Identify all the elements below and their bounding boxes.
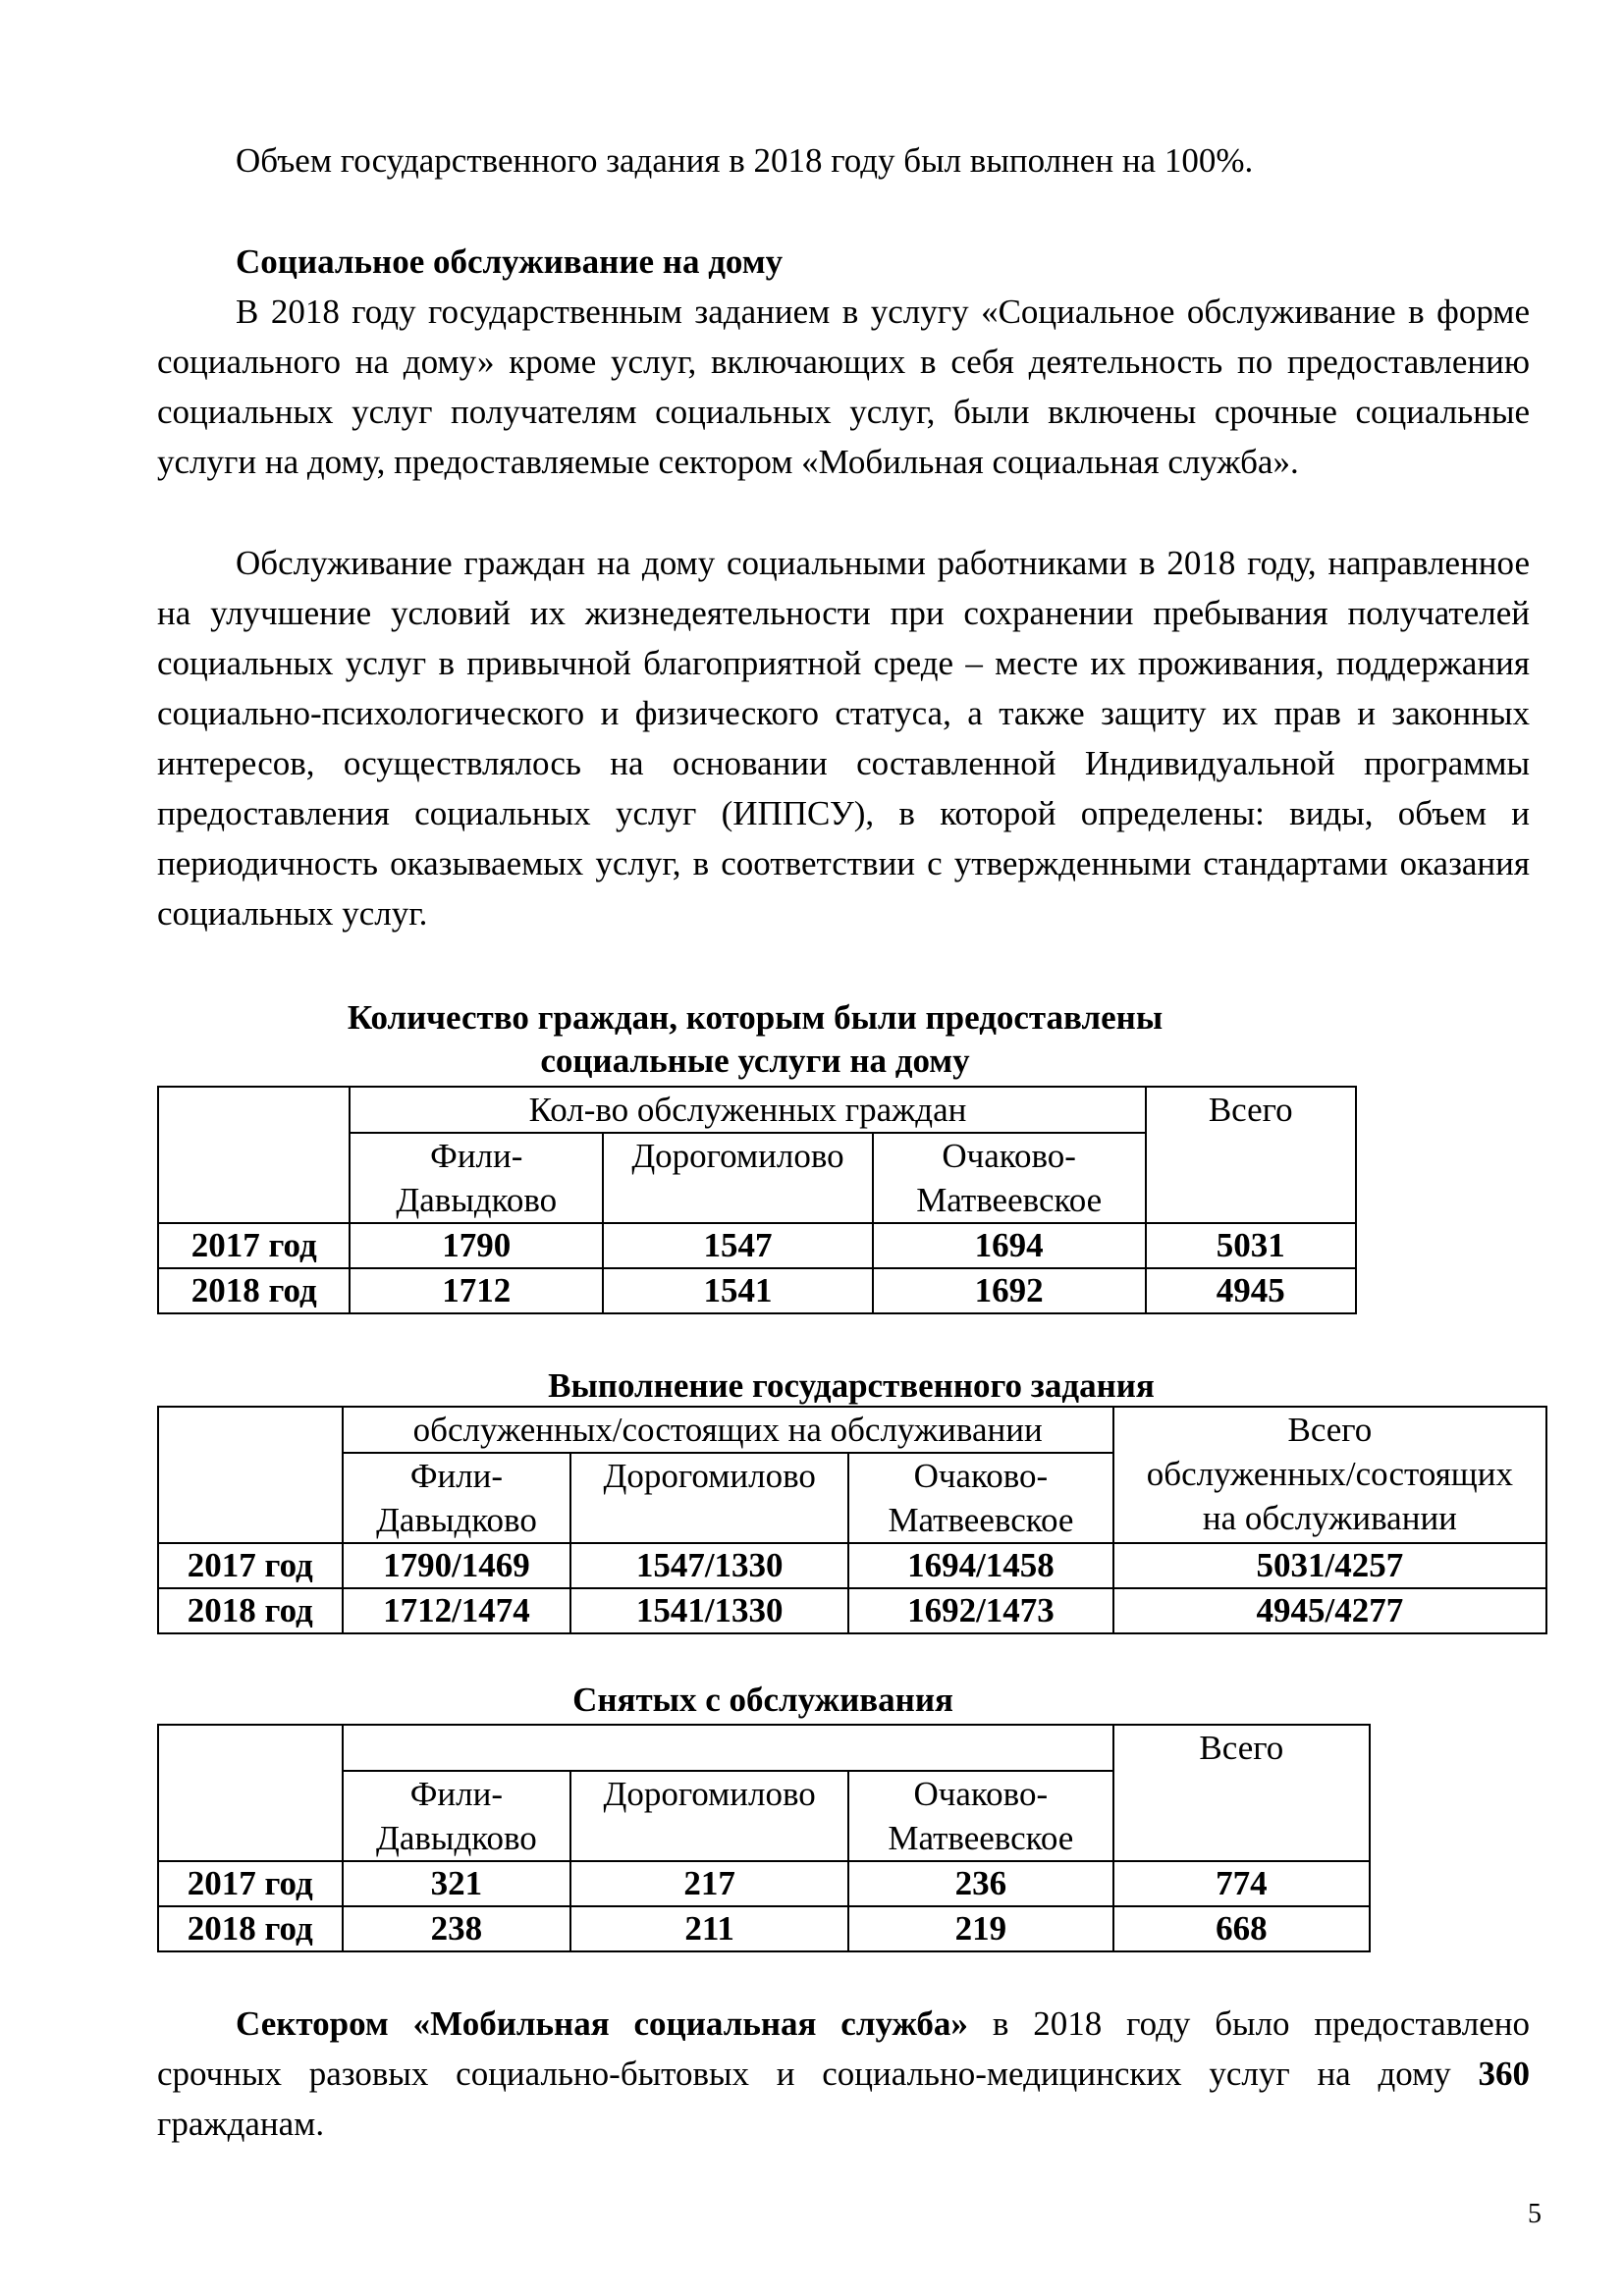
table-row	[158, 1543, 1546, 1588]
table1-col-fili: Фили- Давыдково	[350, 1133, 603, 1223]
row-year: 2018 год	[158, 1906, 343, 1951]
table2-group-header: обслуженных/состоящих на обслуживании	[343, 1407, 1113, 1453]
cell-fili: 1712	[350, 1268, 603, 1313]
table2-col-fili: Фили- Давыдково	[343, 1453, 571, 1543]
row-year: 2017 год	[158, 1861, 343, 1906]
table2-assignment-completion	[157, 1406, 1547, 1634]
table3-col-fili: Фили- Давыдково	[343, 1771, 571, 1861]
table1-caption	[157, 996, 1353, 1083]
closing-text-mid: в 2018 году было предоставлено срочных разовых социально-бытовых и социально-медицинских услуг на дому	[157, 2004, 1530, 2093]
intro-sentence: Объем государственного задания в 2018 году был выполнен на 100%.	[236, 141, 1254, 180]
table3-total-header: Всего	[1113, 1725, 1370, 1861]
row-year: 2017 год	[158, 1223, 350, 1268]
row-year: 2018 год	[158, 1268, 350, 1313]
paragraph-1: В 2018 году государственным заданием в услугу «Социальное обслуживание в форме социального на дому» кроме услуг, включающих в себя деятельность по предоставлению социальных услуг получателям социальных услуг, были включены срочные социальные услуги на дому, предоставляемые сектором «Мобильная социальная служба».	[157, 293, 1530, 481]
cell-total: 4945	[1146, 1268, 1357, 1313]
table1-caption-line1: Количество граждан, которым были предоставлены	[347, 998, 1164, 1037]
cell-total: 5031	[1146, 1223, 1357, 1268]
cell-total: 5031/4257	[1113, 1543, 1546, 1588]
table3-removed-from-service	[157, 1724, 1371, 1952]
paragraph-2: Обслуживание граждан на дому социальными работниками в 2018 году, направленное на улучшение условий их жизнедеятельности при сохранении пребывания получателей социальных услуг в привычной благоприятной среде – месте их проживания, поддержания социально-психологического и физического статуса, а также защиту их прав и законных интересов, осуществлялось на основании составленной Индивидуальной программы предоставления социальных услуг (ИППСУ), в которой определены: виды, объем и периодичность оказываемых услуг, в соответствии с утвержденными стандартами оказания социальных услуг.	[157, 544, 1530, 933]
cell-dorogomilovo: 1547/1330	[570, 1543, 848, 1588]
table-row	[158, 1861, 1370, 1906]
table3-col-ochakovo: Очаково- Матвеевское	[848, 1771, 1113, 1861]
cell-dorogomilovo: 1547	[603, 1223, 873, 1268]
table1-group-header: Кол-во обслуженных граждан	[350, 1087, 1145, 1133]
table1-col-dorogomilovo: Дорогомилово	[603, 1133, 873, 1223]
table1-col-ochakovo: Очаково- Матвеевское	[873, 1133, 1146, 1223]
table-row	[158, 1588, 1546, 1633]
table2-corner-cell	[158, 1407, 343, 1543]
table-row	[158, 1223, 1356, 1268]
closing-text-end: гражданам.	[157, 2105, 325, 2143]
page-number: 5	[1528, 2199, 1542, 2229]
cell-total: 4945/4277	[1113, 1588, 1546, 1633]
cell-ochakovo: 219	[848, 1906, 1113, 1951]
cell-ochakovo: 236	[848, 1861, 1113, 1906]
cell-ochakovo: 1692/1473	[848, 1588, 1113, 1633]
table1-caption-line2: социальные услуги на дому	[540, 1041, 970, 1080]
closing-bold-number: 360	[1478, 2055, 1530, 2093]
table3-group-header	[343, 1725, 1113, 1771]
section-heading: Социальное обслуживание на дому	[236, 242, 784, 281]
cell-ochakovo: 1694/1458	[848, 1543, 1113, 1588]
table2-total-header: Всего обслуженных/состоящих на обслуживании	[1113, 1407, 1546, 1543]
cell-fili: 1790/1469	[343, 1543, 571, 1588]
cell-fili: 321	[343, 1861, 571, 1906]
cell-fili: 238	[343, 1906, 571, 1951]
cell-ochakovo: 1694	[873, 1223, 1146, 1268]
table-row	[158, 1906, 1370, 1951]
row-year: 2017 год	[158, 1543, 343, 1588]
table2-caption: Выполнение государственного задания	[548, 1366, 1155, 1405]
table1-served-citizens	[157, 1086, 1357, 1314]
cell-fili: 1712/1474	[343, 1588, 571, 1633]
cell-total: 774	[1113, 1861, 1370, 1906]
cell-dorogomilovo: 1541/1330	[570, 1588, 848, 1633]
table1-corner-cell	[158, 1087, 350, 1223]
cell-dorogomilovo: 211	[570, 1906, 848, 1951]
table1-total-header: Всего	[1146, 1087, 1357, 1223]
table3-corner-cell	[158, 1725, 343, 1861]
closing-bold-lead: Сектором «Мобильная социальная служба»	[236, 2004, 968, 2043]
table3-col-dorogomilovo: Дорогомилово	[570, 1771, 848, 1861]
closing-paragraph	[157, 1999, 1530, 2149]
table3-caption: Снятых с обслуживания	[572, 1681, 953, 1719]
table2-col-dorogomilovo: Дорогомилово	[570, 1453, 848, 1543]
cell-ochakovo: 1692	[873, 1268, 1146, 1313]
cell-dorogomilovo: 1541	[603, 1268, 873, 1313]
row-year: 2018 год	[158, 1588, 343, 1633]
cell-total: 668	[1113, 1906, 1370, 1951]
table-row	[158, 1268, 1356, 1313]
cell-dorogomilovo: 217	[570, 1861, 848, 1906]
table2-col-ochakovo: Очаково- Матвеевское	[848, 1453, 1113, 1543]
cell-fili: 1790	[350, 1223, 603, 1268]
